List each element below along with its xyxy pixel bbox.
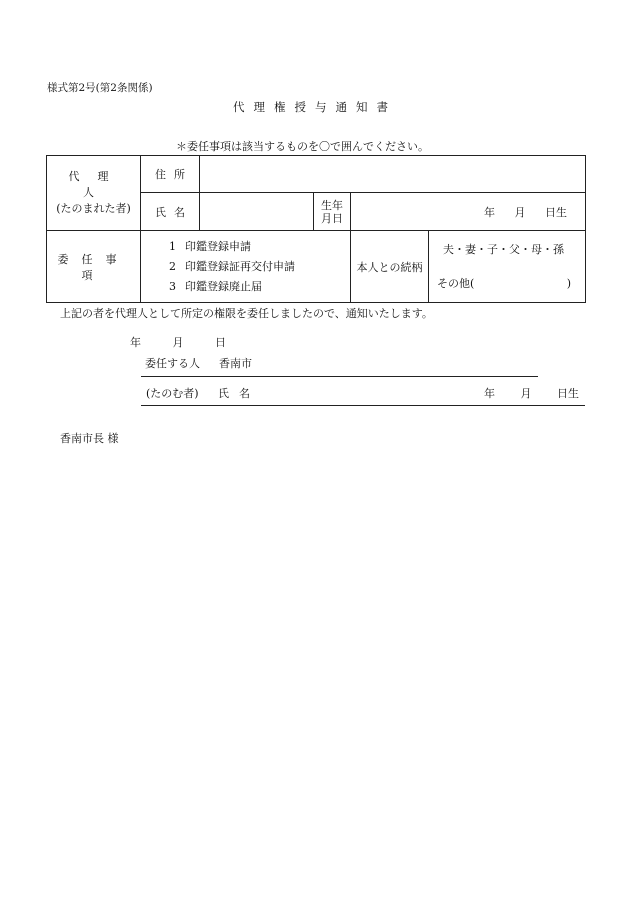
birth-label-line2: 月日 [321, 211, 343, 225]
name-label-cell [141, 193, 200, 231]
tanomu-label: (たのむ者) [146, 387, 199, 400]
list-item[interactable]: 3 印鑑登録廃止届 [169, 279, 262, 293]
agent-role-line1: 代理人 [68, 170, 127, 199]
delegated-items-label: 委任事項 [47, 231, 141, 303]
delegator-underline [141, 376, 538, 377]
agent-role-line2: (たのまれた者) [56, 202, 131, 215]
delegation-form-table [46, 155, 586, 303]
relation-other-open: その他( [437, 276, 475, 290]
delegator-birth-date[interactable]: 年 月 日生 [484, 387, 579, 400]
delegated-items-list [141, 231, 351, 303]
birth-label-line1: 生年 [321, 198, 343, 212]
relation-options[interactable] [429, 231, 586, 303]
name-label: 氏名 [155, 205, 193, 219]
delegator-city: 香南市 [219, 357, 252, 370]
instruction-note: ＊委任事項は該当するものを〇で囲んでください。 [176, 140, 429, 153]
relation-options-text: 夫・妻・子・父・母・孫 [443, 242, 564, 256]
notice-date[interactable]: 年 月 日 [130, 336, 226, 349]
relation-label: 本人との続柄 [351, 231, 429, 303]
form-title: 代理権授与通知書 [233, 100, 397, 114]
address-label: 住所 [155, 168, 193, 181]
agent-role-label [47, 156, 141, 231]
form-number: 様式第2号(第2条関係) [47, 82, 153, 94]
delegator-name-underline [141, 405, 585, 406]
declaration-text: 上記の者を代理人として所定の権限を委任しましたので、通知いたします。 [60, 307, 433, 320]
birth-label-cell [314, 193, 351, 231]
relation-other-close: ) [566, 276, 571, 290]
addressee: 香南市長 様 [60, 432, 119, 445]
delegator-label: 委任する人 [145, 357, 200, 370]
list-item[interactable]: 1 印鑑登録申請 [169, 239, 251, 253]
address-label-cell [141, 156, 200, 193]
name-field[interactable] [200, 193, 314, 231]
birth-date-field[interactable]: 年 月 日生 [351, 193, 586, 231]
relation-other [437, 267, 585, 301]
address-field[interactable] [200, 156, 586, 193]
list-item[interactable]: 2 印鑑登録証再交付申請 [169, 259, 295, 273]
delegator-name-label: 氏名 [218, 387, 260, 400]
